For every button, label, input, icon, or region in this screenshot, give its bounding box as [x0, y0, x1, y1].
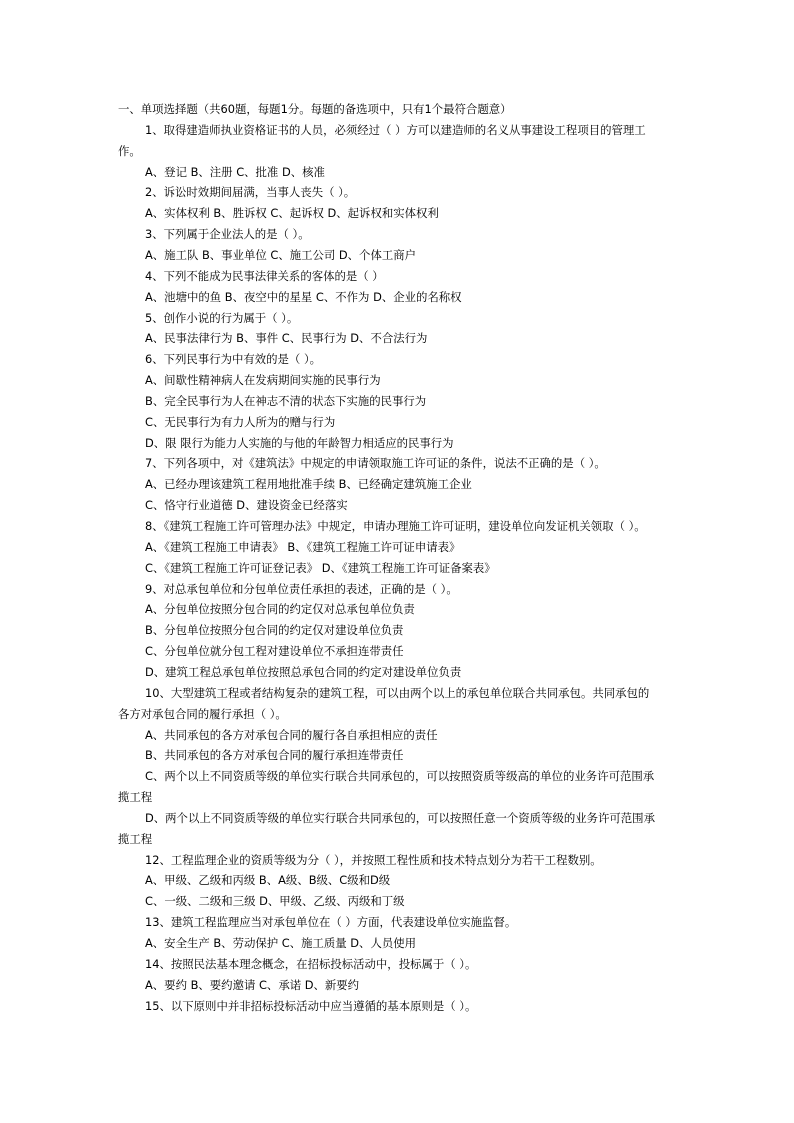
text-line: 作。: [118, 144, 141, 158]
text-line: B、分包单位按照分包合同的约定仅对建设单位负责: [145, 623, 404, 637]
text-line: 5、创作小说的行为属于（ ）。: [145, 311, 299, 325]
text-line: A、安全生产 B、劳动保护 C、施工质量 D、人员使用: [145, 936, 417, 950]
text-line: A、间歇性精神病人在发病期间实施的民事行为: [145, 373, 381, 387]
text-line: A、甲级、乙级和丙级 B、A级、B级、C级和D级: [145, 873, 391, 887]
text-line: 12、工程监理企业的资质等级为分（ ），并按照工程性质和技术特点划分为若干工程数别。: [145, 853, 602, 867]
text-line: C、《建筑工程施工许可证登记表》 D、《建筑工程施工许可证备案表》: [145, 561, 496, 575]
text-line: A、施工队 B、事业单位 C、施工公司 D、个体工商户: [145, 248, 417, 262]
text-line: 3、下列属于企业法人的是（ ）。: [145, 227, 310, 241]
text-line: C、一级、二级和三级 D、甲级、乙级、丙级和丁级: [145, 894, 405, 908]
text-line: A、已经办理该建筑工程用地批准手续 B、已经确定建筑施工企业: [145, 477, 472, 491]
text-line: A、共同承包的各方对承包合同的履行各自承担相应的责任: [145, 728, 438, 742]
text-line: 1、取得建造师执业资格证书的人员，必须经过（ ）方可以建造师的名义从事建设工程项目的管理工: [145, 123, 646, 137]
text-line: A、登记 B、注册 C、批准 D、核准: [145, 165, 325, 179]
section-heading: 一、单项选择题（共60题，每题1分。每题的备选项中，只有1个最符合题意）: [118, 102, 512, 116]
text-line: C、两个以上不同资质等级的单位实行联合共同承包的，可以按照资质等级高的单位的业务许可范围承: [145, 769, 655, 783]
text-line: D、两个以上不同资质等级的单位实行联合共同承包的，可以按照任意一个资质等级的业务许可范围承: [145, 811, 655, 825]
text-line: C、分包单位就分包工程对建设单位不承担连带责任: [145, 644, 404, 658]
text-line: 15、以下原则中并非招标投标活动中应当遵循的基本原则是（ ）。: [145, 999, 477, 1013]
text-line: 揽工程: [118, 832, 153, 846]
text-line: 10、大型建筑工程或者结构复杂的建筑工程，可以由两个以上的承包单位联合共同承包。共同承包的: [145, 686, 650, 700]
text-line: 7、下列各项中，对《建筑法》中规定的申请领取施工许可证的条件，说法不正确的是（ ）。: [145, 456, 606, 470]
text-line: D、限 限行为能力人实施的与他的年龄智力相适应的民事行为: [145, 436, 454, 450]
text-line: A、要约 B、要约邀请 C、承诺 D、新要约: [145, 978, 360, 992]
text-line: 2、诉讼时效期间届满，当事人丧失（ ）。: [145, 185, 356, 199]
text-line: C、无民事行为有力人所为的赠与行为: [145, 415, 336, 429]
text-line: 13、建筑工程监理应当对承包单位在（ ）方面，代表建设单位实施监督。: [145, 915, 517, 929]
text-line: 揽工程: [118, 790, 153, 804]
text-line: 14、按照民法基本理念概念，在招标投标活动中，投标属于（ ）。: [145, 957, 477, 971]
text-line: B、共同承包的各方对承包合同的履行承担连带责任: [145, 748, 404, 762]
text-line: A、《建筑工程施工申请表》 B、《建筑工程施工许可证申请表》: [145, 540, 461, 554]
text-line: A、池塘中的鱼 B、夜空中的星星 C、不作为 D、企业的名称权: [145, 290, 462, 304]
text-line: D、建筑工程总承包单位按照总承包合同的约定对建设单位负责: [145, 665, 462, 679]
text-line: 9、对总承包单位和分包单位责任承担的表述，正确的是（ ）。: [145, 582, 458, 596]
text-line: A、民事法律行为 B、事件 C、民事行为 D、不合法行为: [145, 331, 428, 345]
text-line: C、恪守行业道德 D、建设资金已经落实: [145, 498, 348, 512]
text-line: A、实体权利 B、胜诉权 C、起诉权 D、起诉权和实体权利: [145, 206, 439, 220]
text-line: B、完全民事行为人在神志不清的状态下实施的民事行为: [145, 394, 427, 408]
text-line: 各方对承包合同的履行承担（ ）。: [118, 707, 287, 721]
text-line: A、分包单位按照分包合同的约定仅对总承包单位负责: [145, 602, 415, 616]
text-line: 8、《建筑工程施工许可管理办法》中规定，申请办理施工许可证明，建设单位向发证机关领取（ ）。: [145, 519, 646, 533]
text-line: 6、下列民事行为中有效的是（ ）。: [145, 352, 322, 366]
text-line: 4、下列不能成为民事法律关系的客体的是（ ）: [145, 269, 384, 283]
